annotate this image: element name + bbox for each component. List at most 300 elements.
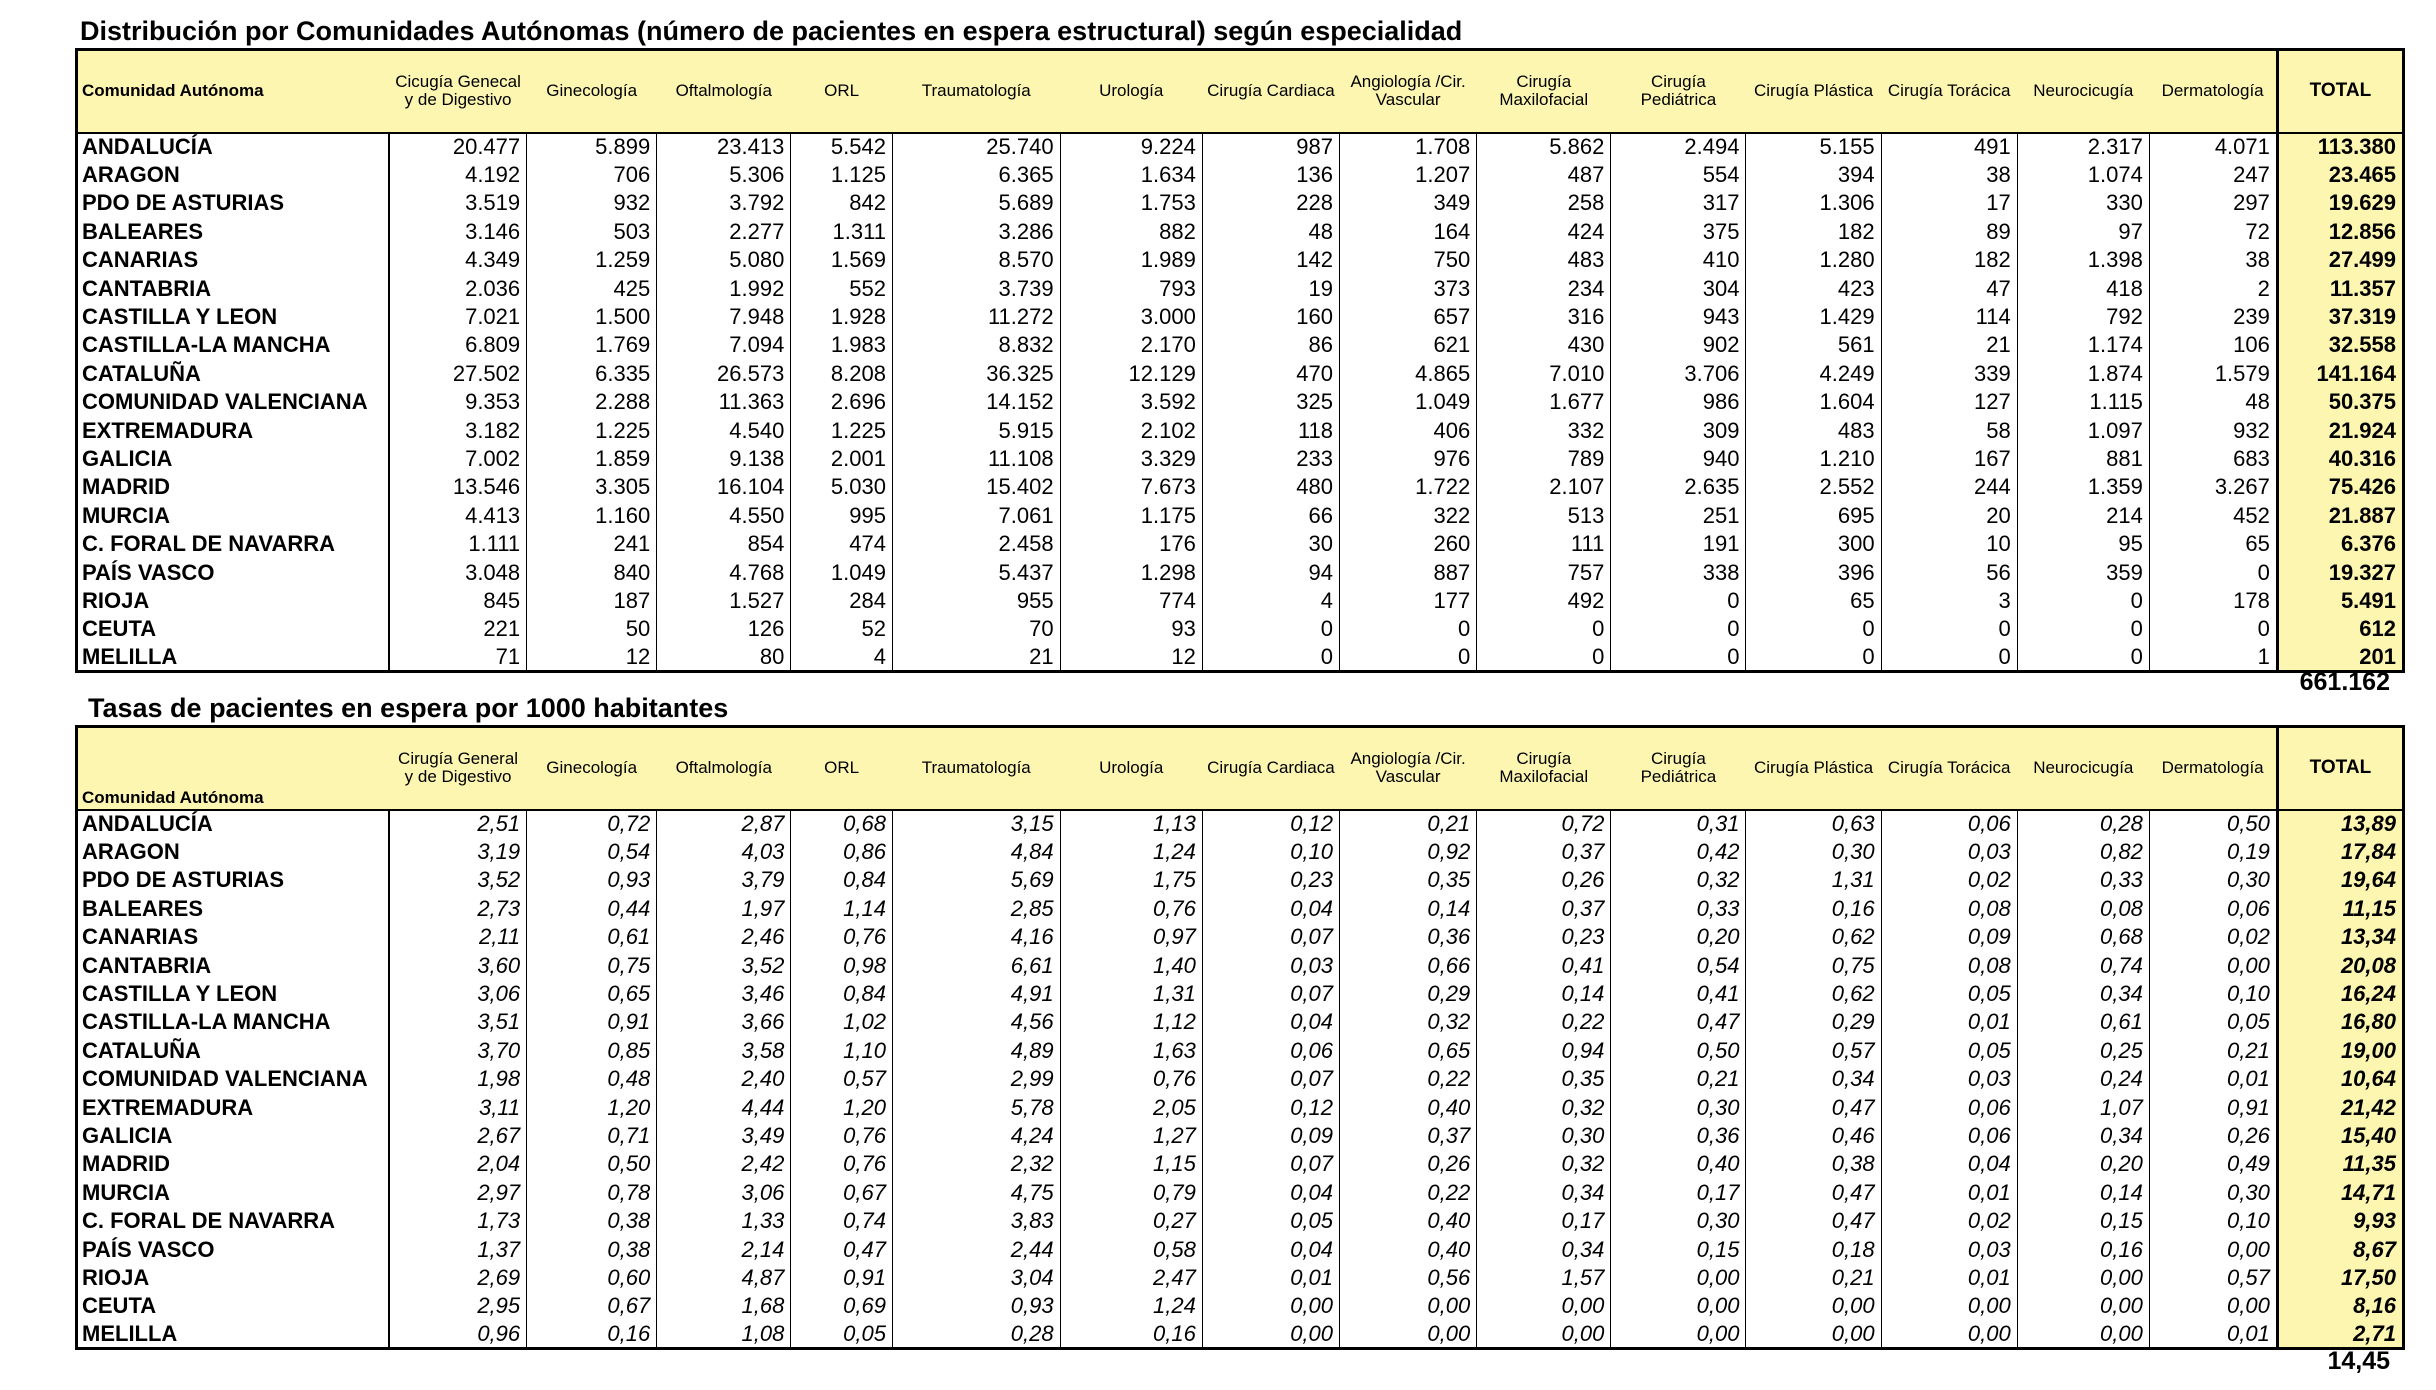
- value-cell: 5.080: [657, 246, 791, 274]
- value-cell: 58: [1881, 416, 2017, 444]
- value-cell: 0,79: [1060, 1179, 1202, 1207]
- value-cell: 0,47: [1746, 1179, 1881, 1207]
- value-cell: 0,65: [1340, 1037, 1477, 1065]
- table-row: [77, 866, 2404, 894]
- value-cell: 0,44: [527, 895, 657, 923]
- value-cell: 3,52: [657, 951, 791, 979]
- value-cell: 1.604: [1746, 388, 1881, 416]
- value-cell: 1.225: [791, 416, 893, 444]
- row-total-cell: 32.558: [2277, 331, 2403, 359]
- table-row: [77, 445, 2404, 473]
- value-cell: 300: [1746, 530, 1881, 558]
- value-cell: 93: [1060, 615, 1202, 643]
- value-cell: 36.325: [892, 360, 1060, 388]
- value-cell: 0,20: [1611, 923, 1746, 951]
- value-cell: 9.353: [389, 388, 526, 416]
- value-cell: 3.792: [657, 189, 791, 217]
- region-name-cell: MURCIA: [77, 502, 390, 530]
- value-cell: 2.277: [657, 218, 791, 246]
- value-cell: 56: [1881, 558, 2017, 586]
- value-cell: 71: [389, 644, 526, 672]
- value-cell: 0,33: [1611, 895, 1746, 923]
- value-cell: 0,57: [791, 1065, 893, 1093]
- row-total-cell: 17,84: [2277, 838, 2403, 866]
- value-cell: 0: [1611, 587, 1746, 615]
- table-row: [77, 838, 2404, 866]
- value-cell: 48: [1202, 218, 1339, 246]
- value-cell: 21: [892, 644, 1060, 672]
- value-cell: 0,00: [2017, 1292, 2149, 1320]
- row-total-cell: 14,71: [2277, 1179, 2403, 1207]
- value-cell: 4.071: [2149, 133, 2277, 161]
- value-cell: 0,34: [1477, 1235, 1611, 1263]
- value-cell: 25.740: [892, 133, 1060, 161]
- value-cell: 0,36: [1340, 923, 1477, 951]
- table-row: [77, 303, 2404, 331]
- value-cell: 258: [1477, 189, 1611, 217]
- value-cell: 338: [1611, 558, 1746, 586]
- value-cell: 0,34: [2017, 1122, 2149, 1150]
- value-cell: 0,20: [2017, 1150, 2149, 1178]
- value-cell: 3,83: [892, 1207, 1060, 1235]
- value-cell: 1.115: [2017, 388, 2149, 416]
- value-cell: 3.519: [389, 189, 526, 217]
- value-cell: 12: [527, 644, 657, 672]
- region-name-cell: ARAGON: [77, 838, 390, 866]
- value-cell: 0: [1202, 644, 1339, 672]
- value-cell: 0,32: [1477, 1150, 1611, 1178]
- value-cell: 3.305: [527, 473, 657, 501]
- value-cell: 0,29: [1340, 980, 1477, 1008]
- value-cell: 995: [791, 502, 893, 530]
- value-cell: 0,96: [389, 1321, 526, 1349]
- specialty-column-header: Traumatología: [892, 727, 1060, 810]
- value-cell: 0,61: [527, 923, 657, 951]
- region-name-cell: CASTILLA-LA MANCHA: [77, 331, 390, 359]
- table-row: [77, 1264, 2404, 1292]
- region-name-cell: MADRID: [77, 1150, 390, 1178]
- value-cell: 2,47: [1060, 1264, 1202, 1292]
- row-total-cell: 20,08: [2277, 951, 2403, 979]
- row-total-cell: 37.319: [2277, 303, 2403, 331]
- region-name-cell: CANTABRIA: [77, 951, 390, 979]
- value-cell: 0,74: [2017, 951, 2149, 979]
- region-name-cell: CANARIAS: [77, 923, 390, 951]
- value-cell: 0,06: [1881, 1122, 2017, 1150]
- value-cell: 0,76: [791, 923, 893, 951]
- specialty-column-header: Traumatología: [892, 50, 1060, 133]
- value-cell: 0: [1881, 644, 2017, 672]
- value-cell: 247: [2149, 161, 2277, 189]
- table-row: [77, 502, 2404, 530]
- value-cell: 0,23: [1477, 923, 1611, 951]
- value-cell: 251: [1611, 502, 1746, 530]
- value-cell: 2,99: [892, 1065, 1060, 1093]
- value-cell: 0,03: [1881, 838, 2017, 866]
- value-cell: 424: [1477, 218, 1611, 246]
- value-cell: 4,91: [892, 980, 1060, 1008]
- value-cell: 1.579: [2149, 360, 2277, 388]
- value-cell: 4,24: [892, 1122, 1060, 1150]
- value-cell: 0,23: [1202, 866, 1339, 894]
- region-name-cell: MELILLA: [77, 1321, 390, 1349]
- value-cell: 4.349: [389, 246, 526, 274]
- value-cell: 221: [389, 615, 526, 643]
- row-total-cell: 19,00: [2277, 1037, 2403, 1065]
- table-row: [77, 895, 2404, 923]
- value-cell: 2,04: [389, 1150, 526, 1178]
- value-cell: 1,31: [1060, 980, 1202, 1008]
- value-cell: 0,34: [2017, 980, 2149, 1008]
- value-cell: 0,67: [791, 1179, 893, 1207]
- value-cell: 7.673: [1060, 473, 1202, 501]
- value-cell: 887: [1340, 558, 1477, 586]
- header-row: [77, 727, 2404, 810]
- region-column-header: Comunidad Autónoma: [77, 50, 390, 133]
- value-cell: 0,46: [1746, 1122, 1881, 1150]
- value-cell: 7.010: [1477, 360, 1611, 388]
- value-cell: 19: [1202, 274, 1339, 302]
- value-cell: 3.267: [2149, 473, 2277, 501]
- value-cell: 1.049: [791, 558, 893, 586]
- value-cell: 1,24: [1060, 838, 1202, 866]
- value-cell: 4: [791, 644, 893, 672]
- value-cell: 0,05: [1202, 1207, 1339, 1235]
- region-name-cell: CANTABRIA: [77, 274, 390, 302]
- value-cell: 11.363: [657, 388, 791, 416]
- value-cell: 0,82: [2017, 838, 2149, 866]
- value-cell: 3.739: [892, 274, 1060, 302]
- value-cell: 0,14: [1340, 895, 1477, 923]
- table-row: [77, 360, 2404, 388]
- row-total-cell: 19.327: [2277, 558, 2403, 586]
- value-cell: 0,00: [1881, 1292, 2017, 1320]
- value-cell: 2,85: [892, 895, 1060, 923]
- table-row: [77, 1207, 2404, 1235]
- value-cell: 1.280: [1746, 246, 1881, 274]
- value-cell: 0,37: [1477, 838, 1611, 866]
- value-cell: 65: [2149, 530, 2277, 558]
- value-cell: 0,32: [1340, 1008, 1477, 1036]
- row-total-cell: 16,24: [2277, 980, 2403, 1008]
- value-cell: 5.689: [892, 189, 1060, 217]
- value-cell: 349: [1340, 189, 1477, 217]
- value-cell: 0,06: [1202, 1037, 1339, 1065]
- specialty-column-header: Neurocicugía: [2017, 50, 2149, 133]
- value-cell: 955: [892, 587, 1060, 615]
- region-name-cell: GALICIA: [77, 1122, 390, 1150]
- value-cell: 187: [527, 587, 657, 615]
- value-cell: 297: [2149, 189, 2277, 217]
- value-cell: 6.809: [389, 331, 526, 359]
- value-cell: 430: [1477, 331, 1611, 359]
- value-cell: 5.899: [527, 133, 657, 161]
- value-cell: 0,76: [791, 1122, 893, 1150]
- value-cell: 0: [1202, 615, 1339, 643]
- value-cell: 2,14: [657, 1235, 791, 1263]
- specialty-column-header: Cirugía Maxilofacial: [1477, 50, 1611, 133]
- value-cell: 1,13: [1060, 810, 1202, 838]
- value-cell: 0,33: [2017, 866, 2149, 894]
- value-cell: 17: [1881, 189, 2017, 217]
- row-total-cell: 13,89: [2277, 810, 2403, 838]
- value-cell: 986: [1611, 388, 1746, 416]
- specialty-column-header: Dermatología: [2149, 50, 2277, 133]
- value-cell: 0,19: [2149, 838, 2277, 866]
- table2-title: Tasas de pacientes en espera por 1000 habitantes: [88, 693, 729, 723]
- value-cell: 0,01: [1881, 1008, 2017, 1036]
- value-cell: 23.413: [657, 133, 791, 161]
- value-cell: 0,04: [1202, 1008, 1339, 1036]
- value-cell: 0,40: [1340, 1235, 1477, 1263]
- value-cell: 1,63: [1060, 1037, 1202, 1065]
- value-cell: 0,76: [1060, 895, 1202, 923]
- value-cell: 2.170: [1060, 331, 1202, 359]
- value-cell: 359: [2017, 558, 2149, 586]
- value-cell: 0,54: [527, 838, 657, 866]
- value-cell: 0,50: [527, 1150, 657, 1178]
- value-cell: 0,03: [1881, 1235, 2017, 1263]
- value-cell: 0,72: [1477, 810, 1611, 838]
- row-total-cell: 19.629: [2277, 189, 2403, 217]
- value-cell: 2.635: [1611, 473, 1746, 501]
- value-cell: 4.550: [657, 502, 791, 530]
- value-cell: 0,57: [2149, 1264, 2277, 1292]
- value-cell: 4.249: [1746, 360, 1881, 388]
- value-cell: 0,38: [527, 1235, 657, 1263]
- value-cell: 0,69: [791, 1292, 893, 1320]
- value-cell: 2.494: [1611, 133, 1746, 161]
- value-cell: 0,31: [1611, 810, 1746, 838]
- specialty-column-header: Dermatología: [2149, 727, 2277, 810]
- value-cell: 0,68: [791, 810, 893, 838]
- value-cell: 0,54: [1611, 951, 1746, 979]
- table-row: [77, 1037, 2404, 1065]
- row-total-cell: 6.376: [2277, 530, 2403, 558]
- table-row: [77, 615, 2404, 643]
- value-cell: 3.286: [892, 218, 1060, 246]
- value-cell: 0,61: [2017, 1008, 2149, 1036]
- specialty-column-header: Cirugía Cardiaca: [1202, 727, 1339, 810]
- value-cell: 943: [1611, 303, 1746, 331]
- value-cell: 8.570: [892, 246, 1060, 274]
- value-cell: 0,00: [1746, 1292, 1881, 1320]
- value-cell: 1.210: [1746, 445, 1881, 473]
- table-row: [77, 530, 2404, 558]
- value-cell: 2,44: [892, 1235, 1060, 1263]
- region-name-cell: ANDALUCÍA: [77, 810, 390, 838]
- value-cell: 80: [657, 644, 791, 672]
- value-cell: 13.546: [389, 473, 526, 501]
- value-cell: 394: [1746, 161, 1881, 189]
- value-cell: 176: [1060, 530, 1202, 558]
- value-cell: 2,87: [657, 810, 791, 838]
- value-cell: 3,49: [657, 1122, 791, 1150]
- value-cell: 4.192: [389, 161, 526, 189]
- value-cell: 0,40: [1340, 1207, 1477, 1235]
- table-row: [77, 416, 2404, 444]
- value-cell: 0,14: [2017, 1179, 2149, 1207]
- row-total-cell: 50.375: [2277, 388, 2403, 416]
- value-cell: 0,00: [2149, 951, 2277, 979]
- specialty-column-header: Oftalmología: [657, 727, 791, 810]
- value-cell: 38: [2149, 246, 2277, 274]
- value-cell: 406: [1340, 416, 1477, 444]
- value-cell: 1.753: [1060, 189, 1202, 217]
- value-cell: 16.104: [657, 473, 791, 501]
- value-cell: 3.000: [1060, 303, 1202, 331]
- value-cell: 177: [1340, 587, 1477, 615]
- value-cell: 1,97: [657, 895, 791, 923]
- value-cell: 1,31: [1746, 866, 1881, 894]
- value-cell: 6.335: [527, 360, 657, 388]
- value-cell: 0,15: [1611, 1235, 1746, 1263]
- region-name-cell: PAÍS VASCO: [77, 1235, 390, 1263]
- value-cell: 0,93: [527, 866, 657, 894]
- value-cell: 1,12: [1060, 1008, 1202, 1036]
- value-cell: 118: [1202, 416, 1339, 444]
- value-cell: 0,28: [892, 1321, 1060, 1349]
- value-cell: 3,46: [657, 980, 791, 1008]
- value-cell: 239: [2149, 303, 2277, 331]
- row-total-cell: 21,42: [2277, 1093, 2403, 1121]
- value-cell: 111: [1477, 530, 1611, 558]
- value-cell: 932: [527, 189, 657, 217]
- table-row: [77, 1235, 2404, 1263]
- specialty-column-header: ORL: [791, 50, 893, 133]
- value-cell: 4,89: [892, 1037, 1060, 1065]
- specialty-column-header: Cirugía Cardiaca: [1202, 50, 1339, 133]
- value-cell: 1.259: [527, 246, 657, 274]
- value-cell: 1.859: [527, 445, 657, 473]
- value-cell: 0,00: [2017, 1264, 2149, 1292]
- value-cell: 0,78: [527, 1179, 657, 1207]
- value-cell: 0,91: [527, 1008, 657, 1036]
- value-cell: 5.862: [1477, 133, 1611, 161]
- value-cell: 0,09: [1202, 1122, 1339, 1150]
- value-cell: 683: [2149, 445, 2277, 473]
- value-cell: 0: [1746, 644, 1881, 672]
- region-name-cell: ANDALUCÍA: [77, 133, 390, 161]
- table-row: [77, 558, 2404, 586]
- value-cell: 3,06: [657, 1179, 791, 1207]
- value-cell: 1.160: [527, 502, 657, 530]
- value-cell: 0,62: [1746, 923, 1881, 951]
- value-cell: 0,34: [1746, 1065, 1881, 1093]
- value-cell: 0,47: [791, 1235, 893, 1263]
- table-row: [77, 951, 2404, 979]
- value-cell: 1.500: [527, 303, 657, 331]
- value-cell: 0,49: [2149, 1150, 2277, 1178]
- value-cell: 1,15: [1060, 1150, 1202, 1178]
- table2-grand-total: 14,45: [2327, 1347, 2390, 1375]
- table-row: [77, 473, 2404, 501]
- value-cell: 483: [1746, 416, 1881, 444]
- row-total-cell: 612: [2277, 615, 2403, 643]
- value-cell: 3,52: [389, 866, 526, 894]
- value-cell: 1,73: [389, 1207, 526, 1235]
- value-cell: 0,08: [1881, 895, 2017, 923]
- value-cell: 0,05: [2149, 1008, 2277, 1036]
- value-cell: 95: [2017, 530, 2149, 558]
- table-row: [77, 161, 2404, 189]
- row-total-cell: 113.380: [2277, 133, 2403, 161]
- table-row: [77, 189, 2404, 217]
- value-cell: 0: [1611, 644, 1746, 672]
- value-cell: 9.138: [657, 445, 791, 473]
- value-cell: 0,16: [527, 1321, 657, 1349]
- value-cell: 695: [1746, 502, 1881, 530]
- value-cell: 793: [1060, 274, 1202, 302]
- value-cell: 4: [1202, 587, 1339, 615]
- value-cell: 757: [1477, 558, 1611, 586]
- row-total-cell: 21.887: [2277, 502, 2403, 530]
- value-cell: 0,94: [1477, 1037, 1611, 1065]
- value-cell: 0,03: [1202, 951, 1339, 979]
- value-cell: 0,21: [1746, 1264, 1881, 1292]
- value-cell: 0,15: [2017, 1207, 2149, 1235]
- value-cell: 50: [527, 615, 657, 643]
- value-cell: 1,20: [791, 1093, 893, 1121]
- row-total-cell: 201: [2277, 644, 2403, 672]
- value-cell: 552: [791, 274, 893, 302]
- value-cell: 0: [1477, 615, 1611, 643]
- region-name-cell: MURCIA: [77, 1179, 390, 1207]
- value-cell: 94: [1202, 558, 1339, 586]
- value-cell: 0,00: [1881, 1321, 2017, 1349]
- value-cell: 106: [2149, 331, 2277, 359]
- region-name-cell: CEUTA: [77, 1292, 390, 1320]
- value-cell: 65: [1746, 587, 1881, 615]
- value-cell: 4,75: [892, 1179, 1060, 1207]
- value-cell: 410: [1611, 246, 1746, 274]
- value-cell: 706: [527, 161, 657, 189]
- value-cell: 561: [1746, 331, 1881, 359]
- value-cell: 1.992: [657, 274, 791, 302]
- value-cell: 1.298: [1060, 558, 1202, 586]
- value-cell: 2.036: [389, 274, 526, 302]
- value-cell: 0,02: [1881, 1207, 2017, 1235]
- value-cell: 0,07: [1202, 1150, 1339, 1178]
- value-cell: 2,67: [389, 1122, 526, 1150]
- value-cell: 339: [1881, 360, 2017, 388]
- row-total-cell: 17,50: [2277, 1264, 2403, 1292]
- value-cell: 3,15: [892, 810, 1060, 838]
- value-cell: 12: [1060, 644, 1202, 672]
- value-cell: 854: [657, 530, 791, 558]
- value-cell: 0,02: [2149, 923, 2277, 951]
- value-cell: 1.527: [657, 587, 791, 615]
- value-cell: 0,04: [1202, 1235, 1339, 1263]
- row-total-cell: 9,93: [2277, 1207, 2403, 1235]
- table-row: [77, 1150, 2404, 1178]
- value-cell: 4.768: [657, 558, 791, 586]
- value-cell: 0,00: [1340, 1321, 1477, 1349]
- value-cell: 3,11: [389, 1093, 526, 1121]
- value-cell: 0,00: [2149, 1292, 2277, 1320]
- value-cell: 0,22: [1340, 1179, 1477, 1207]
- value-cell: 1,33: [657, 1207, 791, 1235]
- value-cell: 0,00: [1340, 1292, 1477, 1320]
- value-cell: 3.329: [1060, 445, 1202, 473]
- value-cell: 1,02: [791, 1008, 893, 1036]
- value-cell: 3,70: [389, 1037, 526, 1065]
- value-cell: 0,38: [1746, 1150, 1881, 1178]
- value-cell: 3.048: [389, 558, 526, 586]
- region-name-cell: MELILLA: [77, 644, 390, 672]
- table-row: [77, 331, 2404, 359]
- value-cell: 0,05: [791, 1321, 893, 1349]
